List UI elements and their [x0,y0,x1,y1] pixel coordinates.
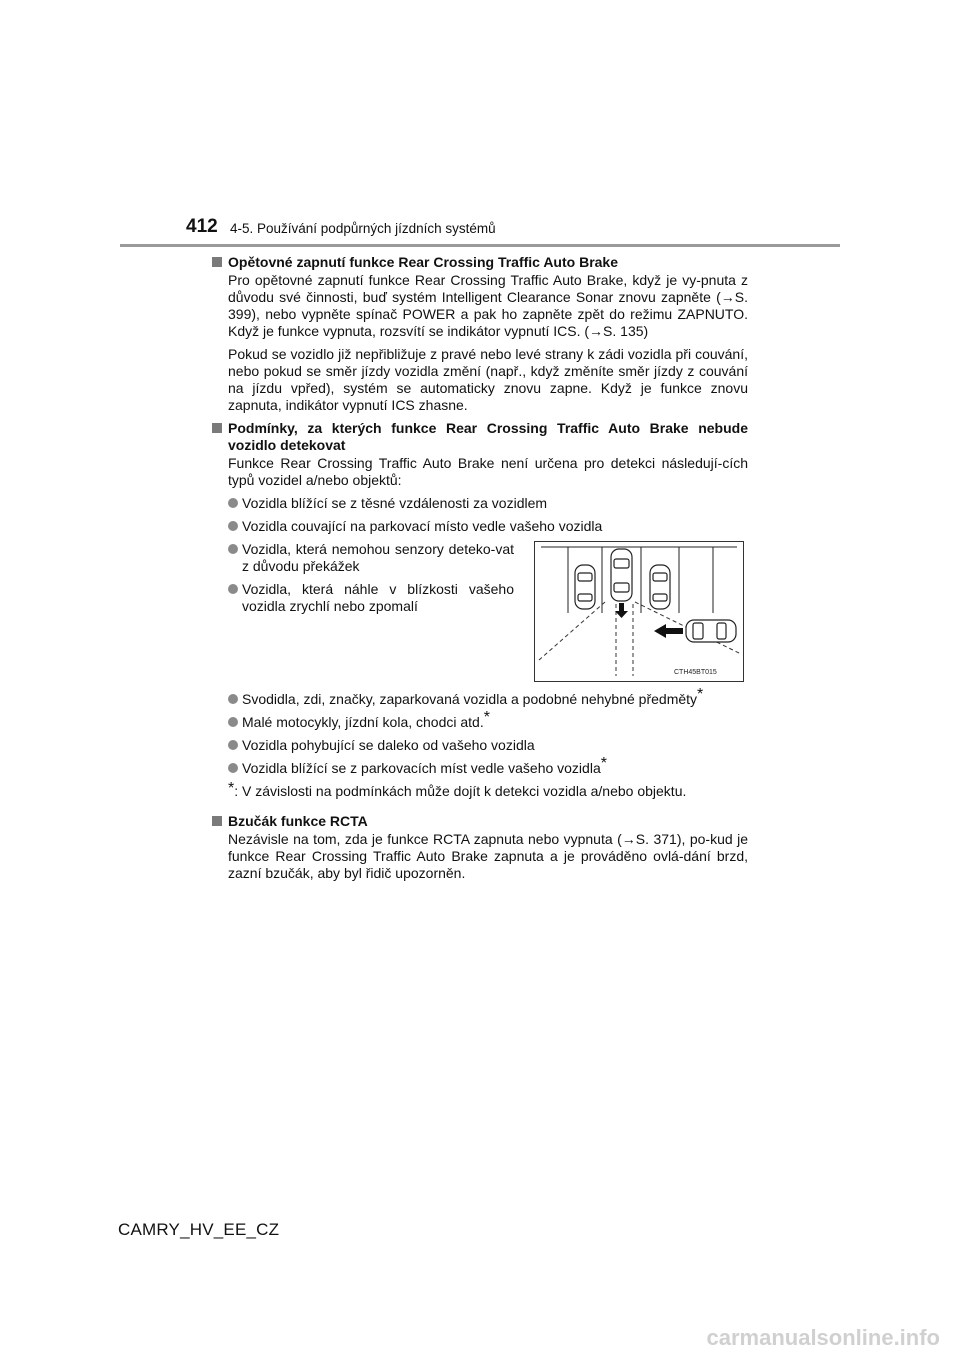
own-car [611,549,632,601]
asterisk-mark: * [600,755,607,772]
header-divider [120,244,840,247]
asterisk-mark: * [697,686,704,703]
approach-arrow-head [654,624,666,638]
list-item-text: Vozidla, která náhle v blízkosti vašeho vozidla zrychlí nebo zpomalí [242,581,514,614]
document-id: CAMRY_HV_EE_CZ [118,1220,280,1239]
bullet-icon [228,584,238,594]
bullet-icon [228,740,238,750]
section-square-icon [212,816,222,826]
section-reactivation [212,254,748,414]
parked-car-left [575,565,595,609]
footnote-text: : V závislosti na podmínkách může dojít k detekci vozidla a/nebo objektu. [234,783,687,799]
bullet-icon [228,763,238,773]
list-item-text: Malé motocykly, jízdní kola, chodci atd. [242,714,484,730]
watermark-logo: carmanualsonline.info [706,1325,940,1350]
footnote-asterisk: * [228,780,235,797]
reverse-arrow-head [615,611,628,618]
footnote [228,780,748,800]
list-item-text: Vozidla blížící se z parkovacích míst vedle vašeho vozidla [242,760,601,776]
list-item-text: Vozidla couvající na parkovací místo vedle vašeho vozidla [242,518,603,534]
section-heading: Podmínky, za kterých funkce Rear Crossing Traffic Auto Brake nebude vozidlo detekovat [228,420,748,453]
list-item [228,518,748,535]
list-item [228,755,748,777]
paragraph: Pokud se vozidlo již nepřibližuje z pravé nebo levé strany k zádi vozidla při couvání, nebo pokud se směr jízdy vozidla změní (např., když změníte směr jízdy z couvání na jízdu vpřed), systém se automaticky znovu zapne. Když je funkce znovu zapnuta, indikátor vypnutí ICS zhasne. [228,346,748,413]
figure-side-list [228,541,514,682]
parked-car-right [650,565,670,609]
bullet-icon [228,544,238,554]
list-item [228,709,748,731]
list-item [228,581,514,615]
sensor-range-left [539,602,605,660]
bullet-icon [228,498,238,508]
list-item [228,541,514,575]
bullet-icon [228,694,238,704]
paragraph: Nezávisle na tom, zda je funkce RCTA zapnuta nebo vypnuta (→S. 371), po-kud je funkce Rear Crossing Traffic Auto Brake zapnuta a je prováděno ovlá-dání brzd, zazní bzučák, aby byl řidič upozorněn. [228,831,748,881]
section-square-icon [212,257,222,267]
asterisk-mark: * [483,709,490,726]
chapter-title: 4-5. Používání podpůrných jízdních systémů [230,221,496,236]
page-content [212,254,748,888]
bullet-icon [228,521,238,531]
section-heading: Bzučák funkce RCTA [228,813,368,829]
paragraph: Funkce Rear Crossing Traffic Auto Brake není určena pro detekci následují-cích typů vozidel a/nebo objektů: [228,455,748,488]
list-item-text: Svodidla, zdi, značky, zaparkovaná vozidla a podobné nehybné předměty [242,691,698,707]
bullet-icon [228,717,238,727]
page-number: 412 [186,216,218,237]
figure-code: CTH45BT015 [674,669,717,676]
section-rcta-buzzer [212,813,748,882]
list-item [228,737,748,754]
list-item-text: Vozidla blížící se z těsné vzdálenosti za vozidlem [242,495,548,511]
section-heading: Opětovné zapnutí funkce Rear Crossing Traffic Auto Brake [228,254,619,270]
list-item-text: Vozidla, která nemohou senzory deteko-vat z důvodu překážek [242,541,514,574]
list-item [228,495,748,512]
reverse-arrow-shaft [619,603,624,612]
section-square-icon [212,423,222,433]
list-item [228,686,748,708]
parking-lot-illustration [534,541,744,682]
approach-arrow-shaft [665,628,683,634]
list-item-text: Vozidla pohybující se daleko od vašeho vozidla [242,737,535,753]
figure-row [228,541,748,682]
section-detection-limits [212,420,748,800]
paragraph: Pro opětovné zapnutí funkce Rear Crossing Traffic Auto Brake, když je vy-pnuta z důvodu své činnosti, buď systém Intelligent Clearance Sonar znovu zapněte (→S. 399), nebo vypněte spínač POWER a pak ho zapněte zpět do režimu ZAPNUTO. Když je funkce vypnuta, rozsvítí se indikátor vypnutí ICS. (→S. 135) [228,272,748,339]
